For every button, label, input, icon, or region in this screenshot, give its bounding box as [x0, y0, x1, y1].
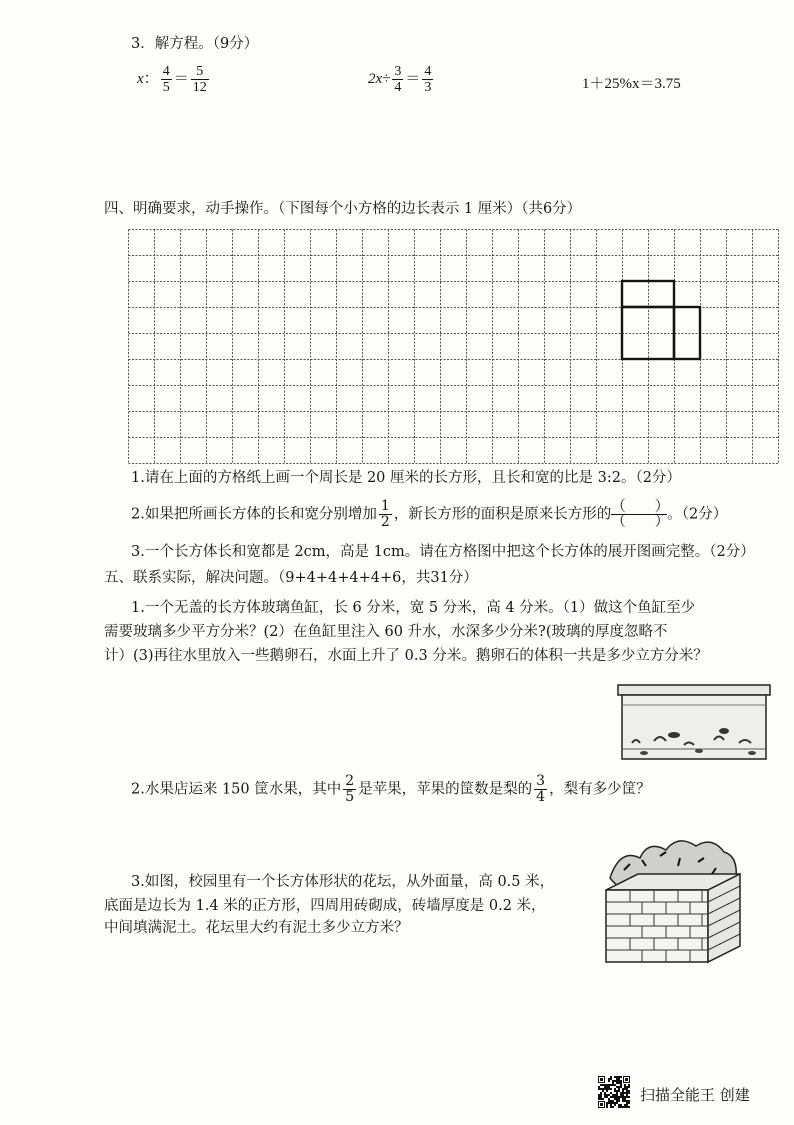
equation-3: 1＋25%x＝3.75	[582, 76, 681, 92]
flower-bed-illustration	[598, 838, 748, 970]
eq1-colon: ：	[143, 70, 159, 87]
eq1-variable: x	[137, 70, 144, 87]
section-5-heading: 五、联系实际，解决问题。（9+4+4+4+4+6，共31分）	[104, 570, 478, 586]
grid-lines	[129, 230, 779, 464]
eq2-equals: ＝	[405, 70, 421, 87]
q2-text-middle: ，新长方形的面积是原来长方形的	[393, 506, 612, 523]
equation-2	[368, 64, 435, 95]
eq2-fraction-1: $\frac{3}{4}$	[394, 64, 402, 95]
net-figure	[622, 281, 700, 359]
section-5-question-3-line-3: 中间填满泥土。花坛里大约有泥土多少立方米？	[104, 920, 409, 936]
section-4-heading: 四、明确要求，动手操作。（下图每个小方格的边长表示 1 厘米）（共6分）	[104, 201, 582, 217]
section-5-question-3-line-1: 3.如图，校园里有一个长方体形状的花坛，从外面量，高 0.5 米，	[131, 874, 555, 890]
qr-code-icon	[597, 1075, 631, 1109]
eq1-equals: ＝	[173, 70, 189, 87]
square-grid-paper[interactable]	[128, 229, 784, 465]
q2-5-text-after: ，梨有多少筐？	[549, 781, 651, 798]
q2-text-before: 2.如果把所画长方体的长和宽分别增加	[131, 506, 377, 523]
footer-brand: 扫描全能王 创建	[640, 1086, 750, 1104]
grid-svg	[128, 229, 784, 465]
section-4-question-2	[131, 499, 727, 530]
section-4-question-1: 1.请在上面的方格纸上画一个周长是 20 厘米的长方形，且长和宽的比是 3:2。（2分）	[131, 470, 681, 486]
q2-5-fraction-2: $\frac{3}{4}$	[536, 773, 546, 805]
eq1-fraction-1: $\frac{4}{5}$	[162, 64, 170, 95]
section-5-question-1-line-3: 计）(3)再往水里放入一些鹅卵石，水面上升了 0.3 分米。鹅卵石的体积一共是多少立方分米？	[104, 648, 708, 664]
section-3-heading: 3．解方程。（9分）	[131, 36, 259, 52]
q2-5-fraction-1: $\frac{2}{5}$	[345, 773, 355, 805]
section-5-question-3-line-2: 底面是边长为 1.4 米的正方形，四周用砖砌成，砖墙厚度是 0.2 米，	[104, 898, 546, 914]
answer-blank-fraction[interactable]: （ ） （ ）	[611, 499, 670, 530]
q2-text-after: 。（2分）	[667, 506, 728, 523]
section-5-question-1-line-2: 需要玻璃多少平方分米？(2）在鱼缸里注入 60 升水，水深多少分米?(玻璃的厚度忽略不	[104, 624, 668, 640]
q2-5-text-middle: 是苹果，苹果的筐数是梨的	[358, 781, 533, 798]
section-5-question-1-line-1: 1.一个无盖的长方体玻璃鱼缸，长 6 分米，宽 5 分米，高 4 分米。（1）做这个鱼缸至少	[131, 600, 696, 616]
q2-fraction-half: $\frac{1}{2}$	[380, 498, 390, 530]
section-4-question-3: 3.一个长方体长和宽都是 2cm，高是 1cm。请在方格图中把这个长方体的展开图画完整。（2分）	[131, 544, 755, 560]
equation-1	[137, 64, 211, 95]
eq2-lhs: 2x÷	[368, 70, 391, 87]
fish-tank-illustration	[614, 683, 776, 763]
section-5-question-2	[131, 774, 651, 805]
eq1-fraction-2: $\frac{5}{12}$	[192, 64, 207, 95]
q2-5-text-before: 2.水果店运来 150 筐水果，其中	[131, 781, 342, 798]
eq2-fraction-2: $\frac{4}{3}$	[424, 64, 432, 95]
